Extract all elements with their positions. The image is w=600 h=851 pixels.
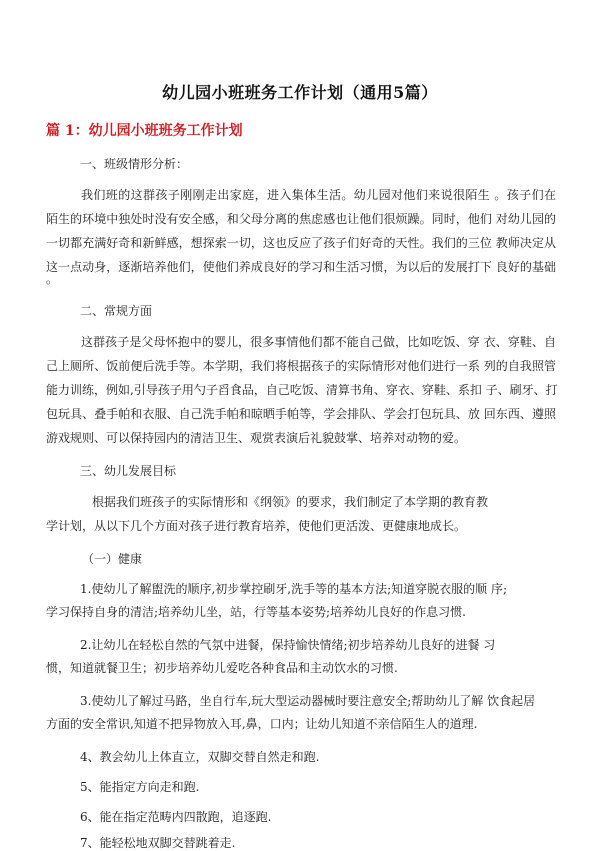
heading-routine: 二、常规方面 [80, 304, 153, 318]
paragraph-line: 陌生的环境中独处时没有安全感，和父母分离的焦虑感也让他们很烦躁。同时，他们 对幼儿园的 [46, 212, 556, 226]
paragraph-line: 我们班的这群孩子刚刚走出家庭，进入集体生活。幼儿园对他们来说很陌生 。孩子们在 [81, 188, 556, 202]
health-item-3-line: 3.使幼儿了解过马路，坐自行车,玩大型运动器械时要注意安全;帮助幼儿了解 饮食起居 [80, 694, 536, 708]
paragraph-line: 能力训练，例如,引导孩子用勺子舀食品，自己吃饭、清算书角、穿衣、穿鞋、系扣 子、刷牙、打 [46, 383, 558, 397]
health-item-2-line: 惯，知道就餐卫生；初步培养幼儿爱吃各种食品和主动饮水的习惯. [46, 661, 398, 675]
health-item-1-line: 学习保持自身的清洁;培养幼儿坐，站，行等基本姿势;培养幼儿良好的作息习惯. [46, 605, 466, 619]
document-title: 幼儿园小班班务工作计划（通用5篇） [162, 83, 438, 102]
paragraph-line: 学计划，从以下几个方面对孩子进行教育培养，使他们更活泼、更健康地成长。 [46, 519, 467, 533]
heading-health: （一）健康 [82, 552, 143, 566]
health-item-5: 5、能指定方向走和跑. [80, 780, 200, 794]
paragraph-line: 这一点动身，逐渐培养他们，使他们养成良好的学习和生活习惯，为以后的发展打下 良好的基础 [46, 260, 556, 274]
health-item-7: 7、能轻松地双脚交替跳着走. [80, 836, 236, 850]
paragraph-line: 这群孩子是父母怀抱中的婴儿，很多事情他们都不能自己做，比如吃饭、穿 衣、穿鞋、自 [81, 335, 556, 349]
paragraph-line: 包玩具、叠手帕和衣服、自己洗手帕和晾晒手帕等，学会排队、学会打包玩具、放 回东西、遵照 [46, 407, 556, 421]
heading-class-situation: 一、班级情形分析： [80, 157, 189, 171]
health-item-4: 4、教会幼儿上体直立，双脚交替自然走和跑. [80, 750, 320, 764]
section-title: 篇 1：幼儿园小班班务工作计划 [46, 123, 243, 139]
paragraph-line: 己上厕所、饭前便后洗手等。本学期，我们将根据孩子的实际情形对他们进行一系 列的自我照管 [46, 359, 556, 373]
health-item-1-line: 1.使幼儿了解盥洗的顺序,初步掌控刷牙,洗手等的基本方法;知道穿脱衣服的顺 序; [80, 582, 507, 596]
health-item-6: 6、能在指定范畴内四散跑，追逐跑. [80, 810, 272, 824]
paragraph-line: 一切都充满好奇和新鲜感，想探索一切，这也反应了孩子们好奇的天性。我们的三位 教师决定从 [46, 236, 556, 250]
heading-development-goals: 三、幼儿发展目标 [80, 464, 177, 478]
health-item-3-line: 方面的安全常识,知道不把异物放入耳,鼻，口内；让幼儿知道不亲信陌生人的道理. [46, 717, 478, 731]
paragraph-line: 游戏规则、可以保持园内的清洁卫生、观赏表演后礼貌鼓掌、培养对动物的爱。 [46, 431, 467, 445]
health-item-2-line: 2.让幼儿在轻松自然的气氛中进餐，保持愉快情绪;初步培养幼儿良好的进餐 习 [80, 638, 496, 652]
paragraph-line: 。 [46, 272, 59, 286]
paragraph-line: 根据我们班孩子的实际情形和《纲领》的要求，我们制定了本学期的教育教 [92, 495, 489, 509]
